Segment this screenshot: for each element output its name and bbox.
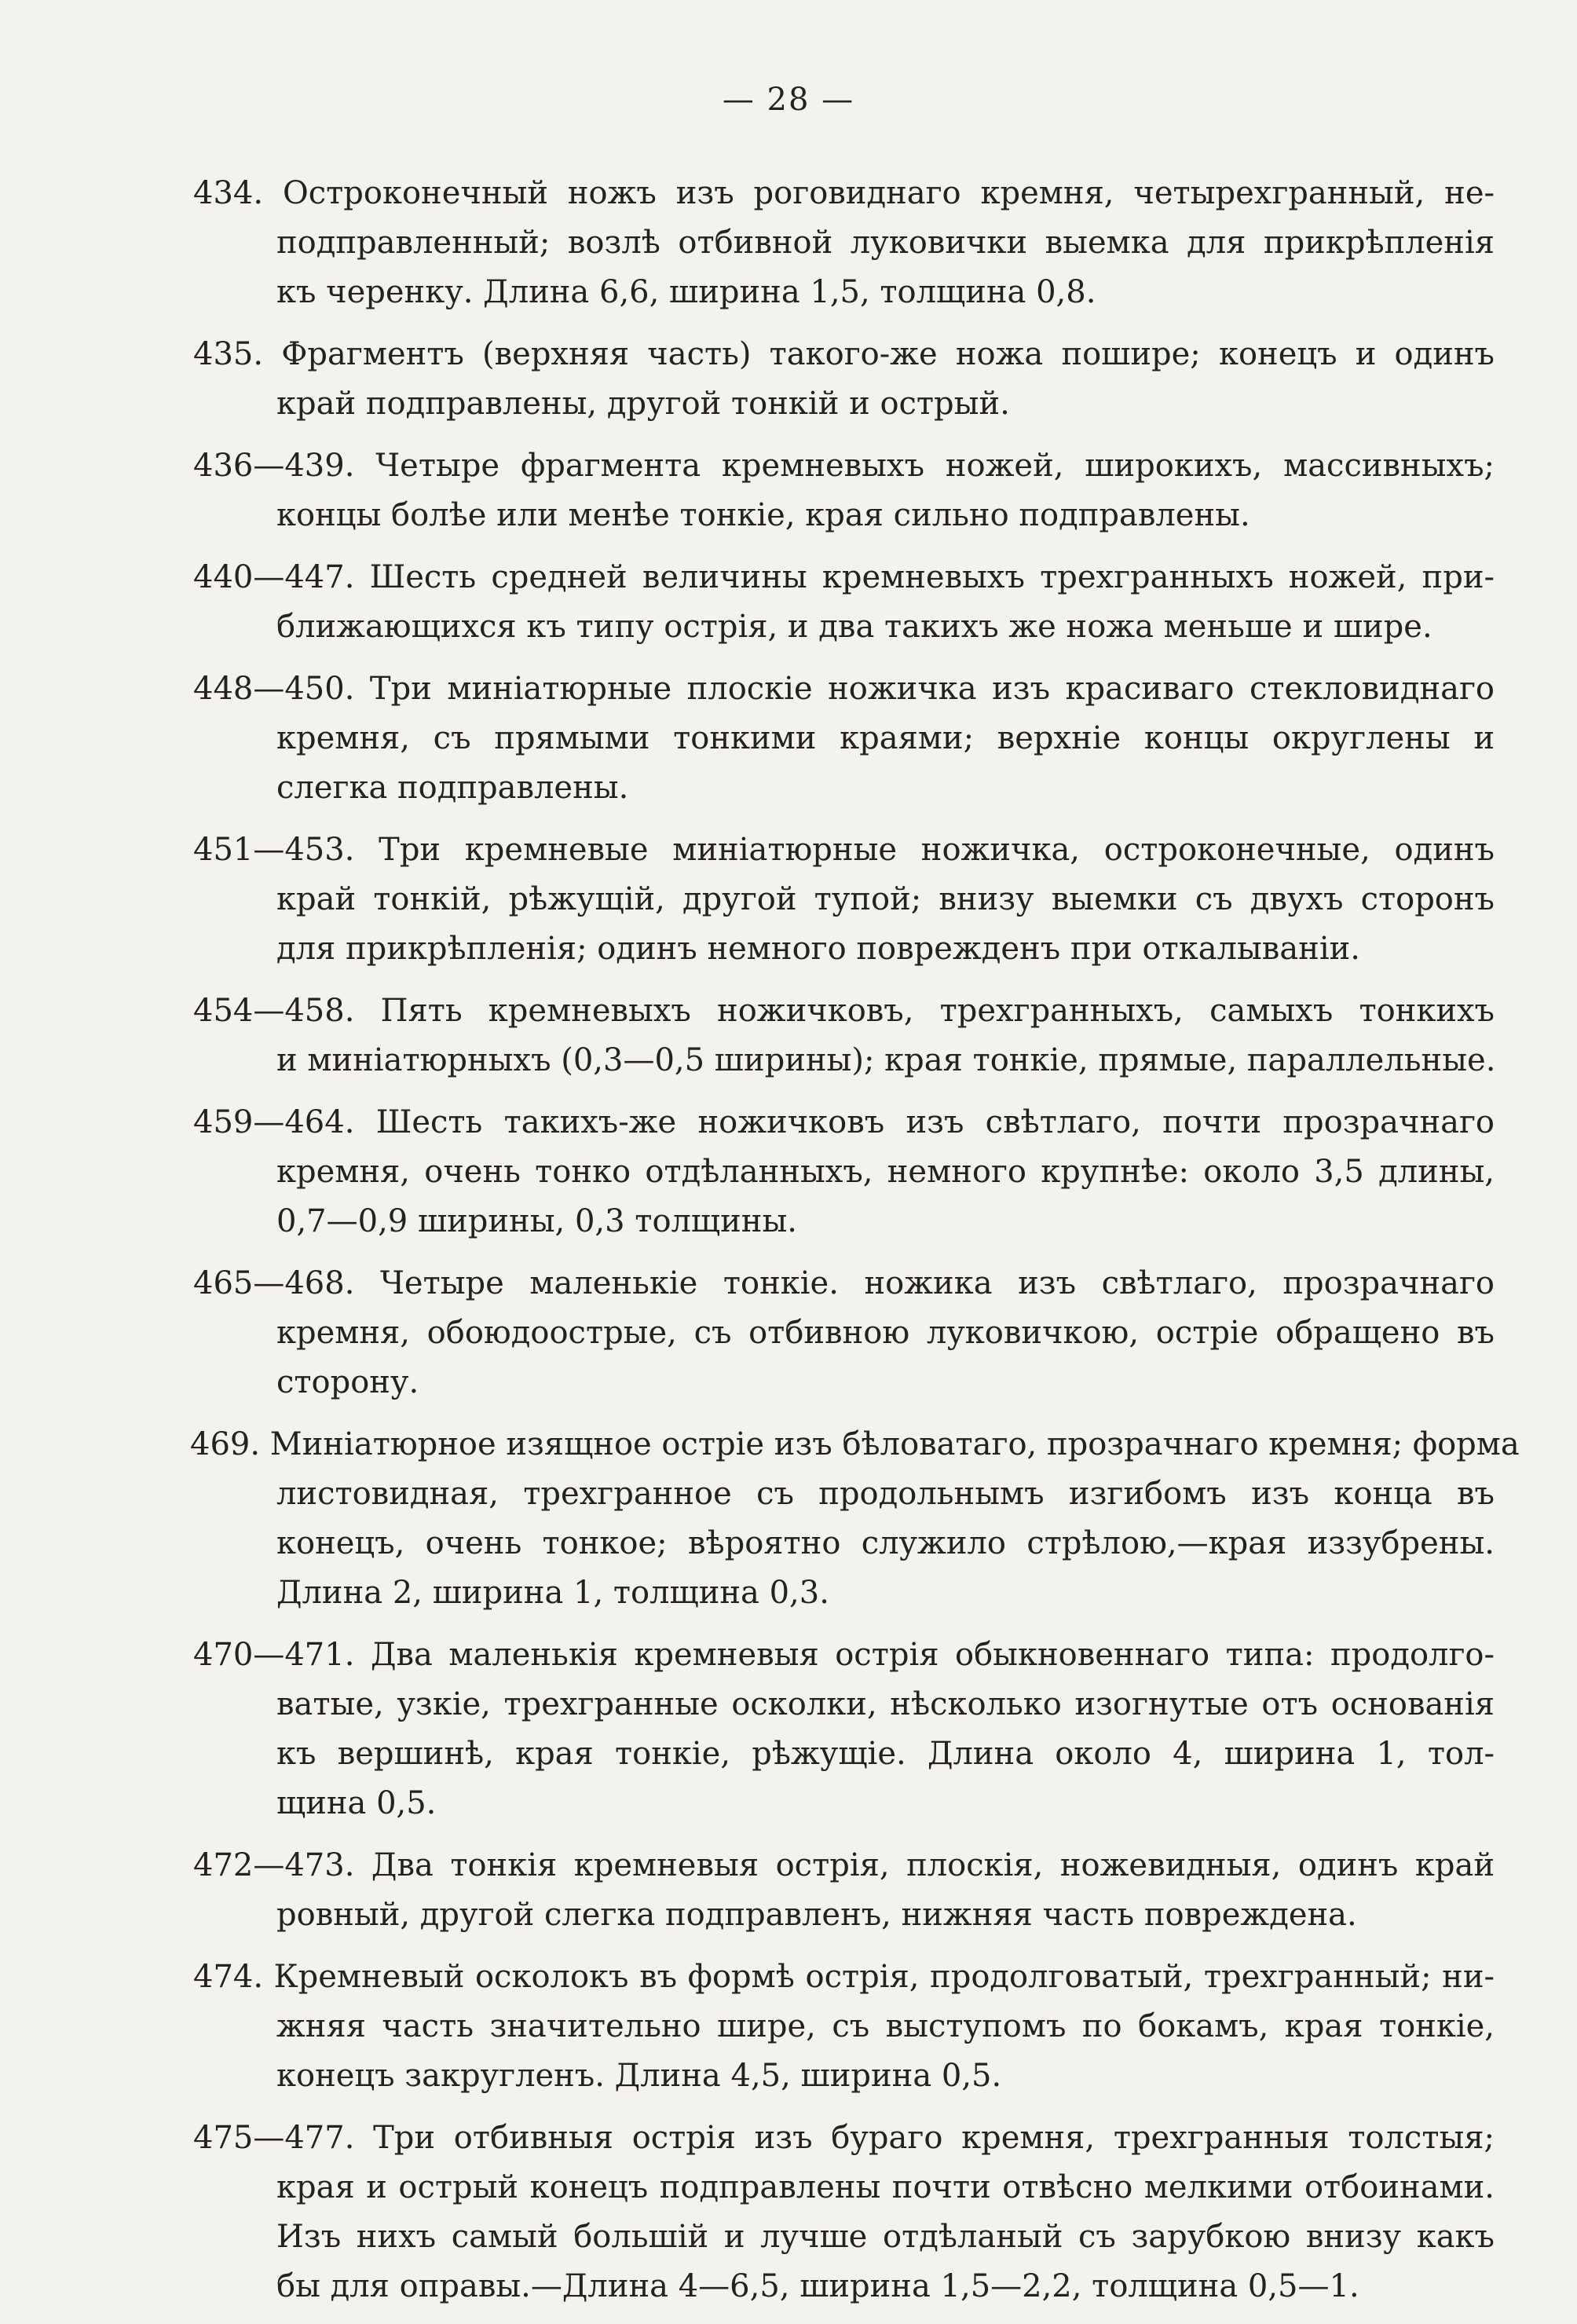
entry-line: края и острый конецъ подправлены почти отвѣсно мелкими отбоинами.: [276, 2169, 1495, 2205]
entry-line: 469. Миніатюрное изящное остріе изъ бѣловатаго, прозрачнаго кремня; форма: [190, 1426, 1520, 1462]
entry-line: кремня, обоюдоострые, съ отбивною луковичкою, остріе обращено въ: [276, 1315, 1495, 1351]
entry-line: 465—468. Четыре маленькіе тонкіе. ножика изъ свѣтлаго, прозрачнаго: [193, 1265, 1495, 1301]
entry-line: край подправлены, другой тонкій и острый.: [276, 386, 1010, 422]
entry-line: щина 0,5.: [276, 1785, 437, 1821]
catalogue-entry-472-473: [0, 1841, 1577, 1940]
entry-line: Длина 2, ширина 1, толщина 0,3.: [276, 1575, 829, 1611]
entry-line: 448—450. Три миніатюрные плоскіе ножичка изъ красиваго стекловиднаго: [193, 671, 1495, 707]
catalogue-entry-451-453: [0, 825, 1577, 974]
entry-line: ватые, узкіе, трехгранные осколки, нѣсколько изогнутые отъ основанія: [276, 1686, 1495, 1722]
catalogue-entry-469: [0, 1420, 1577, 1618]
entry-line: 459—464. Шесть такихъ-же ножичковъ изъ свѣтлаго, почти прозрачнаго: [193, 1104, 1495, 1140]
entry-line: къ вершинѣ, края тонкіе, рѣжущіе. Длина около 4, ширина 1, тол-: [276, 1736, 1495, 1772]
entry-line: подправленный; возлѣ отбивной луковички выемка для прикрѣпленія: [276, 225, 1495, 261]
entry-line: 440—447. Шесть средней величины кремневыхъ трехгранныхъ ножей, при-: [193, 559, 1495, 595]
entry-line: 454—458. Пять кремневыхъ ножичковъ, трехгранныхъ, самыхъ тонкихъ: [193, 993, 1495, 1029]
entry-line: кремня, очень тонко отдѣланныхъ, немного крупнѣе: около 3,5 длины,: [276, 1154, 1495, 1190]
catalogue-entry-459-464: [0, 1098, 1577, 1246]
catalogue-entries: [0, 169, 1577, 2324]
entry-line: 451—453. Три кремневые миніатюрные ножичка, остроконечные, одинъ: [193, 832, 1495, 868]
entry-line: ближающихся къ типу острія, и два такихъ же ножа меньше и шире.: [276, 609, 1432, 645]
entry-line: ровный, другой слегка подправленъ, нижняя часть повреждена.: [276, 1897, 1357, 1933]
catalogue-entry-475-477: [0, 2114, 1577, 2311]
entry-line: для прикрѣпленія; одинъ немного поврежденъ при откалываніи.: [276, 931, 1360, 967]
entry-line: слегка подправлены.: [276, 770, 629, 806]
catalogue-entry-465-468: [0, 1259, 1577, 1407]
entry-line: конецъ, очень тонкое; вѣроятно служило стрѣлою,—края иззубрены.: [276, 1525, 1495, 1561]
entry-line: 474. Кремневый осколокъ въ формѣ острія, продолговатый, трехгранный; ни-: [193, 1959, 1495, 1995]
catalogue-entry-470-471: [0, 1630, 1577, 1828]
entry-line: 434. Остроконечный ножъ изъ роговиднаго кремня, четырехгранный, не-: [193, 175, 1495, 211]
entry-line: 436—439. Четыре фрагмента кремневыхъ ножей, широкихъ, массивныхъ;: [193, 448, 1495, 484]
entry-line: край тонкій, рѣжущій, другой тупой; внизу выемки съ двухъ сторонъ: [276, 881, 1495, 917]
entry-line: 0,7—0,9 ширины, 0,3 толщины.: [276, 1203, 797, 1239]
catalogue-entry-435: [0, 330, 1577, 429]
entry-line: 470—471. Два маленькія кремневыя острія обыкновеннаго типа: продолго-: [193, 1637, 1495, 1673]
catalogue-entry-440-447: [0, 553, 1577, 652]
page-number: — 28 —: [722, 82, 855, 118]
entry-line: концы болѣе или менѣе тонкіе, края сильно подправлены.: [276, 497, 1250, 533]
entry-line: 475—477. Три отбивныя острія изъ бураго кремня, трехгранныя толстыя;: [193, 2120, 1495, 2156]
entry-line: 435. Фрагментъ (верхняя часть) такого-же ножа пошире; конецъ и одинъ: [193, 336, 1495, 372]
entry-line: конецъ закругленъ. Длина 4,5, ширина 0,5.: [276, 2058, 1002, 2094]
entry-line: Изъ нихъ самый большій и лучше отдѣланый съ зарубкою внизу какъ: [276, 2219, 1495, 2255]
entry-line: и миніатюрныхъ (0,3—0,5 ширины); края тонкіе, прямые, параллельные.: [276, 1042, 1496, 1078]
catalogue-entry-436-439: [0, 441, 1577, 540]
catalogue-entry-474: [0, 1953, 1577, 2101]
catalogue-entry-454-458: [0, 986, 1577, 1085]
entry-line: къ черенку. Длина 6,6, ширина 1,5, толщина 0,8.: [276, 274, 1096, 310]
entry-line: жняя часть значительно шире, съ выступомъ по бокамъ, края тонкіе,: [276, 2008, 1495, 2044]
catalogue-entry-448-450: [0, 664, 1577, 813]
entry-line: 472—473. Два тонкія кремневыя острія, плоскія, ножевидныя, одинъ край: [193, 1847, 1495, 1883]
catalogue-entry-434: [0, 169, 1577, 317]
entry-line: сторону.: [276, 1364, 419, 1400]
entry-line: листовидная, трехгранное съ продольнымъ изгибомъ изъ конца въ: [276, 1476, 1495, 1512]
entry-line: бы для оправы.—Длина 4—6,5, ширина 1,5—2,2, толщина 0,5—1.: [276, 2268, 1359, 2304]
entry-line: кремня, съ прямыми тонкими краями; верхніе концы округлены и: [276, 720, 1495, 756]
